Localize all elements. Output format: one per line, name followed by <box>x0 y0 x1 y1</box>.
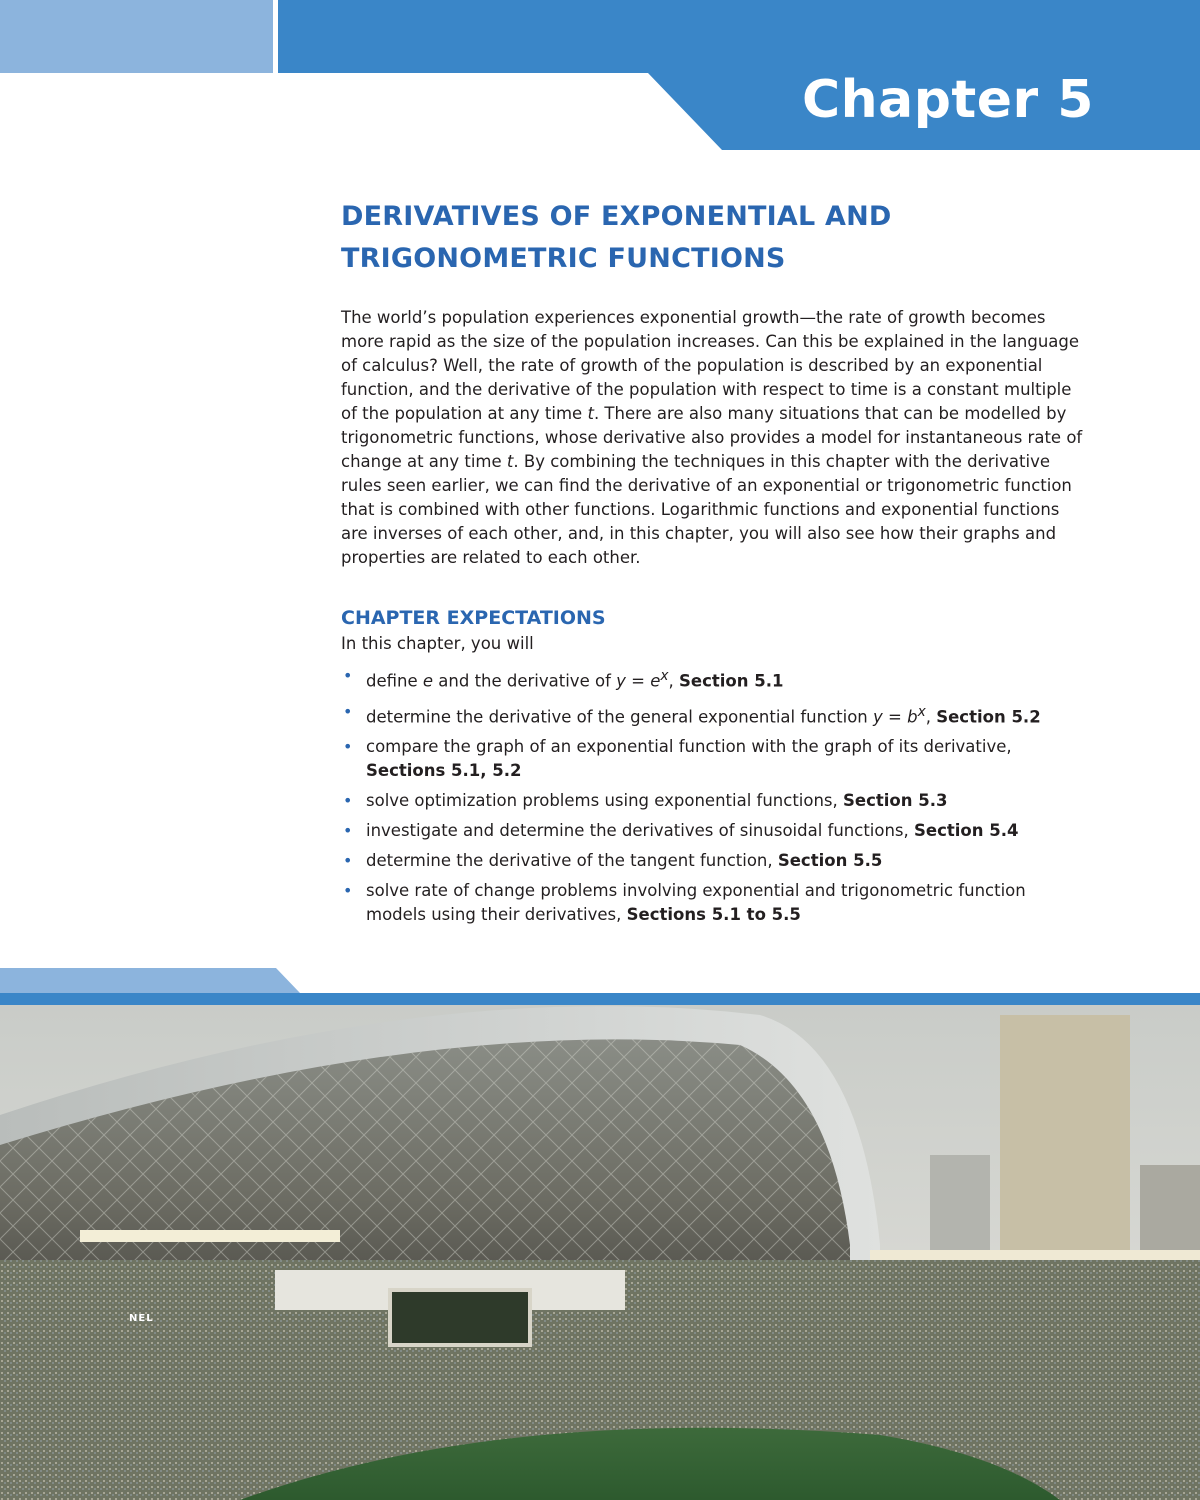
bullet-icon: • <box>343 851 353 870</box>
item-text: solve optimization problems using exponential functions, <box>366 791 844 810</box>
chapter-title <box>341 196 1086 280</box>
intro-text-2: . There are also many situations that can be modelled by trigonometric functions, whose derivative also provides a model for instantaneous rate of change at any time <box>341 404 1083 471</box>
expectations-heading: CHAPTER EXPECTATIONS <box>341 607 606 629</box>
bullet-icon: • <box>343 666 353 685</box>
math-exponent: x <box>917 703 926 720</box>
item-text: and the derivative of <box>433 671 617 691</box>
section-reference: Section 5.2 <box>936 707 1041 726</box>
item-text: compare the graph of an exponential function with the graph of its derivative, <box>366 737 1012 756</box>
math-exponent: x <box>660 668 669 684</box>
bullet-icon: • <box>343 701 353 721</box>
list-item <box>341 789 1086 813</box>
math-var: b <box>907 707 918 726</box>
list-item <box>341 664 1086 694</box>
section-reference: Section 5.1 <box>679 671 784 691</box>
light-bank <box>870 1250 1200 1260</box>
divider-light-tab <box>0 968 300 993</box>
scoreboard <box>390 1290 530 1345</box>
item-text: = <box>882 707 908 726</box>
intro-text-3: . By combining the techniques in this chapter with the derivative rules seen earlier, we can find the derivative of an exponential or trigonometric function that is combined with other functions. Logarithmic functions and exponential functions are inverses of each other, and, in this chapter, you will also see how their graphs and properties are related to each other. <box>341 452 1072 567</box>
math-var: e <box>422 671 434 691</box>
list-item <box>341 849 1086 873</box>
chapter-label: Chapter 5 <box>801 70 1094 130</box>
section-reference: Section 5.4 <box>914 821 1019 840</box>
light-bank <box>80 1230 340 1242</box>
section-reference: Sections 5.1 to 5.5 <box>626 905 801 924</box>
math-var: e <box>650 671 661 691</box>
chapter-title-line-2: TRIGONOMETRIC FUNCTIONS <box>341 243 786 274</box>
item-text: determine the derivative of the general exponential function <box>366 707 873 726</box>
header-light-block <box>0 0 273 73</box>
item-text: solve rate of change problems involving exponential and trigonometric function models using their derivatives, <box>366 881 1026 924</box>
intro-var-t: t <box>587 404 594 423</box>
intro-text-1: The world’s population experiences exponential growth—the rate of growth becomes more rapid as the size of the population increases. Can this be explained in the language of calculus? Well, the rate of growth of the population is described by an exponential function, and the derivative of the population with respect to time is a constant multiple of the population at any time <box>341 308 1080 423</box>
bullet-icon: • <box>343 737 353 756</box>
item-text: determine the derivative of the tangent function, <box>366 851 778 870</box>
math-var: y <box>616 671 626 691</box>
section-reference: Sections 5.1, 5.2 <box>366 761 522 780</box>
stadium-photo <box>0 1005 1200 1500</box>
intro-paragraph <box>341 306 1086 570</box>
bullet-icon: • <box>343 821 353 840</box>
bullet-icon: • <box>343 791 353 810</box>
section-reference: Section 5.3 <box>843 791 948 810</box>
content-area <box>341 196 1086 933</box>
list-item <box>341 700 1086 730</box>
section-reference: Section 5.5 <box>777 851 883 870</box>
intro-var-t: t <box>506 452 514 471</box>
section-divider-band <box>0 968 1200 1005</box>
bullet-icon: • <box>343 881 353 900</box>
item-text: , <box>668 671 680 691</box>
list-item <box>341 819 1086 843</box>
list-item <box>341 879 1086 927</box>
list-item <box>341 735 1086 783</box>
item-text: , <box>925 707 937 726</box>
chapter-title-line-1: DERIVATIVES OF EXPONENTIAL AND <box>341 201 892 232</box>
item-text: investigate and determine the derivatives of sinusoidal functions, <box>366 821 915 840</box>
math-var: y <box>873 707 883 726</box>
item-text: = <box>625 671 651 691</box>
item-text: define <box>366 671 423 691</box>
divider-dark-strip <box>0 993 1200 1005</box>
photo-credit: NEL <box>129 1313 154 1324</box>
expectations-list <box>341 664 1086 927</box>
expectations-lead: In this chapter, you will <box>341 634 534 653</box>
